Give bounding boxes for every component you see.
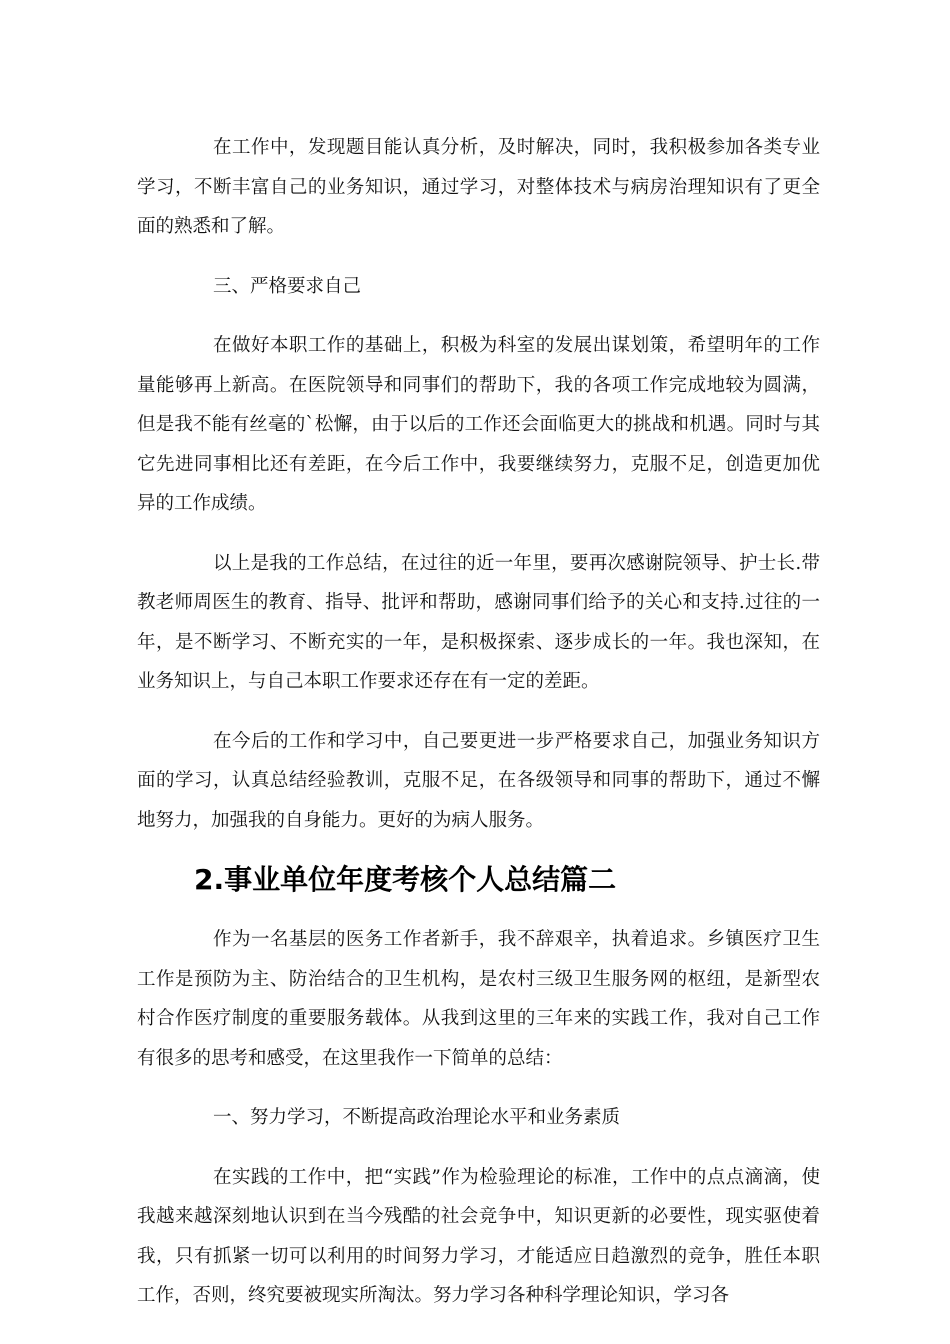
subheading-study-hard: 一、努力学习，不断提高政治理论水平和业务素质: [213, 1107, 621, 1128]
paragraph-introduction: 作为一名基层的医务工作者新手，我不辞艰辛，执着追求。乡镇医疗卫生工作是预防为主、防治结合的卫生机构，是农村三级卫生服务网的枢纽，是新型农村合作医疗制度的重要服务载体。从我到这里的三年来的实践工作，我对自己工作有很多的思考和感受，在这里我作一下简单的总结：: [137, 929, 820, 1069]
subheading-strict-requirements: 三、严格要求自己: [213, 275, 362, 297]
paragraph-job-duties: 在做好本职工作的基础上，积极为科室的发展出谋划策，希望明年的工作量能够再上新高。在医院领导和同事们的帮助下，我的各项工作完成地较为圆满，但是我不能有丝毫的`松懈，由于以后的工作还会面临更大的挑战和机遇。同时与其它先进同事相比还有差距，在今后工作中，我要继续努力，克服不足，创造更加优异的工作成绩。: [137, 335, 820, 514]
section-title: 2.事业单位年度考核个人总结篇二: [194, 863, 617, 896]
paragraph-work-summary: 以上是我的工作总结，在过往的近一年里，要再次感谢院领导、护士长.带教老师周医生的教育、指导、批评和帮助，感谢同事们给予的关心和支持.过往的一年，是不断学习、不断充实的一年，是积极探索、逐步成长的一年。我也深知，在业务知识上，与自己本职工作要求还存在有一定的差距。: [137, 552, 820, 692]
paragraph-study-details: 在工作中，发现题目能认真分析，及时解决，同时，我积极参加各类专业学习，不断丰富自己的业务知识，通过学习，对整体技术与病房治理知识有了更全面的熟悉和了解。: [137, 137, 820, 237]
paragraph-practice: 在实践的工作中，把“实践”作为检验理论的标准，工作中的点点滴滴，使我越来越深刻地认识到在当今残酷的社会竞争中，知识更新的必要性，现实驱使着我，只有抓紧一切可以利用的时间努力学习，才能适应日趋激烈的竞争，胜任本职工作，否则，终究要被现实所淘汰。努力学习各种科学理论知识，学习各: [137, 1166, 820, 1306]
document-page: [137, 128, 820, 1316]
paragraph-future-work: 在今后的工作和学习中，自己要更进一步严格要求自己，加强业务知识方面的学习，认真总结经验教训，克服不足，在各级领导和同事的帮助下，通过不懈地努力，加强我的自身能力。更好的为病人服务。: [137, 730, 820, 831]
